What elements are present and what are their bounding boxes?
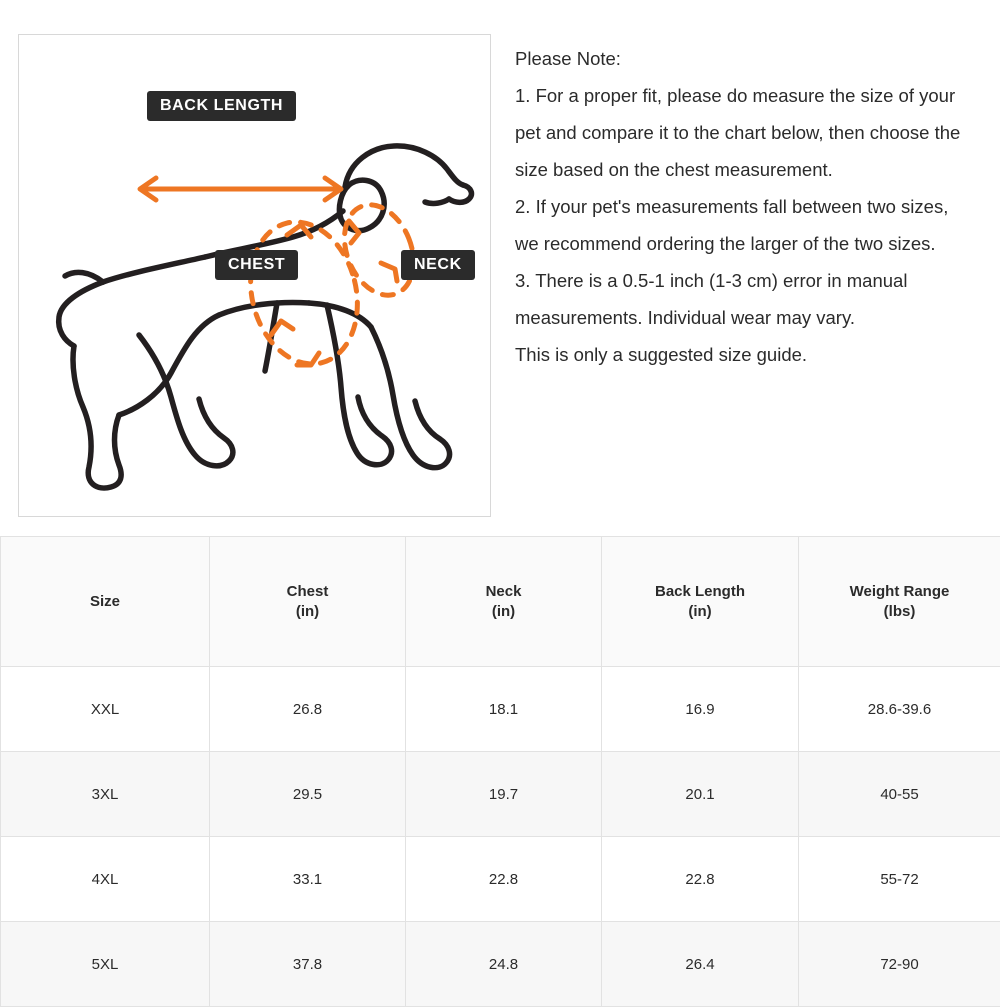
table-row <box>1 837 1000 922</box>
column-header-neck <box>406 537 602 667</box>
cell-weight: 40-55 <box>799 752 1000 837</box>
note-line: 3. There is a 0.5-1 inch (1-3 cm) error in manual <box>515 262 982 299</box>
cell-chest: 26.8 <box>210 667 406 752</box>
note-heading: Please Note: <box>515 40 982 77</box>
column-header-unit: (in) <box>603 602 797 622</box>
cell-back-length: 16.9 <box>602 667 799 752</box>
note-line: 1. For a proper fit, please do measure the size of your <box>515 77 982 114</box>
note-line: we recommend ordering the larger of the two sizes. <box>515 225 982 262</box>
cell-weight: 72-90 <box>799 922 1000 1007</box>
cell-neck: 19.7 <box>406 752 602 837</box>
dog-measurement-diagram <box>18 34 491 517</box>
cell-neck: 22.8 <box>406 837 602 922</box>
cell-weight: 28.6-39.6 <box>799 667 1000 752</box>
column-header-weight-range <box>799 537 1000 667</box>
table-header-row <box>1 537 1000 667</box>
table-row <box>1 752 1000 837</box>
cell-back-length: 22.8 <box>602 837 799 922</box>
note-line: 2. If your pet's measurements fall between two sizes, <box>515 188 982 225</box>
column-header-unit: (lbs) <box>800 602 999 622</box>
back-length-label: BACK LENGTH <box>147 91 296 121</box>
chest-label: CHEST <box>215 250 298 280</box>
neck-label: NECK <box>401 250 475 280</box>
column-header-chest <box>210 537 406 667</box>
cell-neck: 18.1 <box>406 667 602 752</box>
size-chart-table <box>0 536 1000 1007</box>
cell-size: XXL <box>1 667 210 752</box>
cell-weight: 55-72 <box>799 837 1000 922</box>
cell-back-length: 20.1 <box>602 752 799 837</box>
column-header-back-length <box>602 537 799 667</box>
column-header-unit: (in) <box>211 602 404 622</box>
column-header-size <box>1 537 210 667</box>
note-line: size based on the chest measurement. <box>515 151 982 188</box>
note-line: This is only a suggested size guide. <box>515 336 982 373</box>
table-row <box>1 667 1000 752</box>
column-header-label: Back Length <box>655 583 745 600</box>
column-header-unit: (in) <box>407 602 600 622</box>
cell-back-length: 26.4 <box>602 922 799 1007</box>
cell-size: 4XL <box>1 837 210 922</box>
column-header-label: Chest <box>287 583 329 600</box>
column-header-label: Neck <box>486 583 522 600</box>
cell-chest: 29.5 <box>210 752 406 837</box>
column-header-label: Weight Range <box>850 583 950 600</box>
note-line: measurements. Individual wear may vary. <box>515 299 982 336</box>
table-row <box>1 922 1000 1007</box>
cell-size: 3XL <box>1 752 210 837</box>
column-header-label: Size <box>90 593 120 610</box>
cell-size: 5XL <box>1 922 210 1007</box>
size-chart-table-wrapper <box>0 536 1000 1007</box>
note-line: pet and compare it to the chart below, then choose the <box>515 114 982 151</box>
cell-chest: 33.1 <box>210 837 406 922</box>
please-note-block <box>491 34 982 373</box>
cell-chest: 37.8 <box>210 922 406 1007</box>
cell-neck: 24.8 <box>406 922 602 1007</box>
